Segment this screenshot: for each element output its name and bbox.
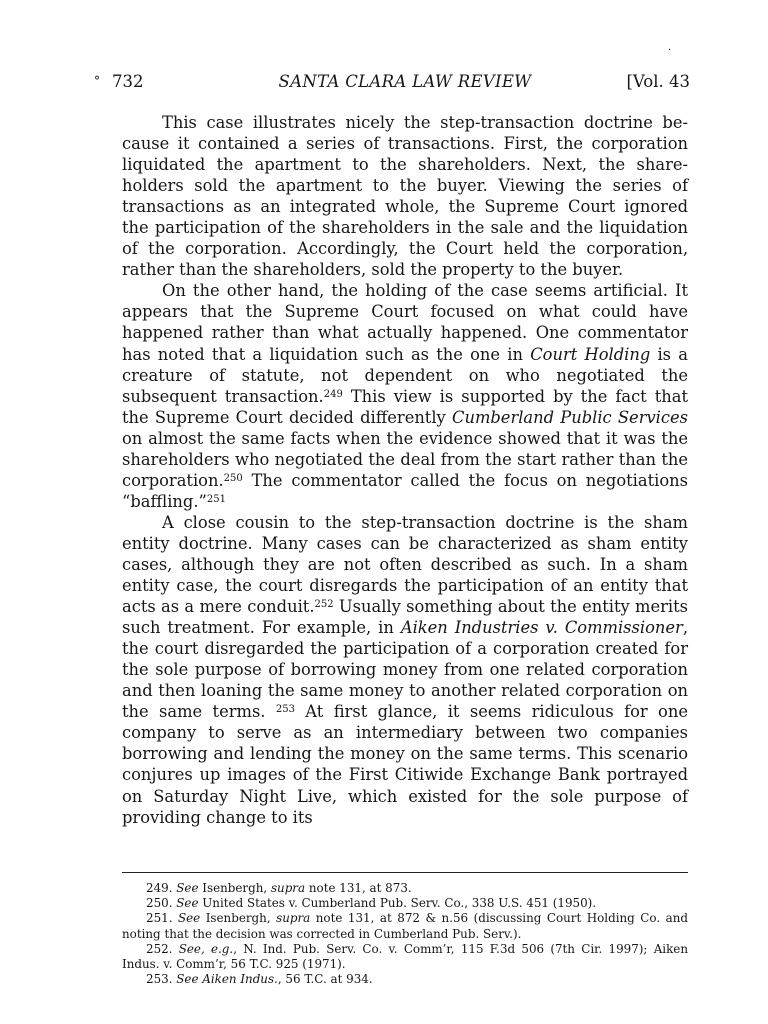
body-paragraph — [122, 512, 688, 828]
text-run: This case illustrates nicely the step-transaction doctrine because it contained a series of transactions. First, the corporation liquidated the apartment to the shareholders. Next, the shareholders sold the apartment to the buyer. Viewing the series of transactions as an integrated whole, the Supreme Court ignored the participation of the shareholders in the sale and the liquidation of the corporation. Accordingly, the Court held the corporation, rather than the shareholders, sold the property to the buyer. — [122, 113, 688, 280]
text-run: A close cousin to the step-transaction doctrine is the sham entity doctrine. Many cases can be characterized as sham entity cases, although they are not often described as such. In a sham entity case, the court disregards the participation of an entity that acts as a mere conduit. — [122, 512, 688, 617]
text-run: 250. — [146, 896, 177, 911]
footnote-ref: 253 — [275, 704, 295, 716]
page-number: 732 — [112, 72, 144, 91]
text-run: Isenbergh, — [198, 881, 271, 895]
italic-text: Cumberland Public Services — [452, 407, 688, 427]
text-run: , the court disregarded the participation of a corporation created for the sole purpose of borrowing money from one related corporation and then loaning the same money to another related corporation on the same terms. — [122, 618, 688, 722]
stray-mark: . — [668, 42, 672, 53]
text-run: is a creature of statute, not dependent on who negotiated the subsequent transaction. — [122, 344, 688, 406]
body-paragraph — [122, 112, 688, 280]
text-run: 249. — [146, 881, 177, 895]
footnotes — [122, 881, 688, 987]
footnote — [122, 911, 688, 941]
text-run: This view is supported by the fact that the Supreme Court decided differently — [122, 386, 688, 427]
text-run: 253. — [146, 972, 177, 987]
text-run: on almost the same facts when the evidence showed that it was the shareholders who negotiated the deal from the start rather than the corporation. — [122, 428, 688, 490]
italic-text: Court Holding — [530, 344, 651, 364]
text-run: note 131, at 872 & n.56 (discussing Court Holding Co. and noting that the decision was corrected in Cumberland Pub. Serv.). — [122, 911, 688, 941]
footnote — [122, 881, 688, 896]
footnote — [122, 942, 688, 972]
italic-text: supra — [270, 881, 306, 895]
footnote-ref: 249 — [323, 388, 343, 400]
text-run: , 56 T.C. at 934. — [277, 972, 373, 987]
volume-label: [Vol. 43 — [626, 72, 690, 91]
text-run: United States v. Cumberland Pub. Serv. Co., 338 U.S. 451 (1950). — [198, 896, 597, 911]
italic-text: See — [177, 911, 201, 926]
header-dot-mark: ° — [94, 74, 100, 88]
text-run: Isenbergh, — [200, 911, 277, 926]
text-run: On the other hand, the holding of the case seems artificial. It appears that the Supreme Court focused on what could have happened rather than what actually happened. One commentator has noted that a liquidation such as the one in — [122, 281, 688, 364]
italic-text: Aiken Industries v. Commissioner — [400, 618, 683, 638]
text-run: Usually something about the entity merits such treatment. For example, in — [122, 597, 688, 638]
footnote-ref: 252 — [314, 599, 334, 611]
italic-text: See, e.g. — [178, 941, 234, 956]
running-header — [94, 72, 690, 96]
text-run: At first glance, it seems ridiculous for one company to serve as an intermediary between two companies borrowing and lending the money on the same terms. This scenario conjures up images of the First Citiwide Exchange Bank portrayed on Saturday Night Live, which existed for the sole purpose of providing change to its — [122, 702, 688, 827]
italic-text: See — [176, 896, 199, 911]
text-run: 252. — [146, 941, 179, 956]
text-run: 251. — [146, 911, 178, 926]
footnote — [122, 896, 688, 911]
text-run: , N. Ind. Pub. Serv. Co. v. Comm’r, 115 F.3d 506 (7th Cir. 1997); Aiken Indus. v. Comm’r, 56 T.C. 925 (1971). — [122, 941, 688, 972]
footnote-ref: 250 — [223, 472, 243, 484]
italic-text: supra — [276, 911, 311, 926]
footnote-ref: 251 — [206, 493, 226, 505]
text-run: note 131, at 873. — [305, 881, 412, 895]
footnote-divider — [122, 872, 688, 873]
text-run: The commentator called the focus on negotiations “baffling.” — [122, 470, 688, 511]
journal-title: SANTA CLARA LAW REVIEW — [278, 72, 532, 91]
italic-text: See Aiken Indus. — [176, 972, 278, 987]
italic-text: See — [176, 881, 199, 895]
footnote — [122, 972, 688, 987]
body-text — [122, 112, 688, 828]
body-paragraph — [122, 280, 688, 512]
